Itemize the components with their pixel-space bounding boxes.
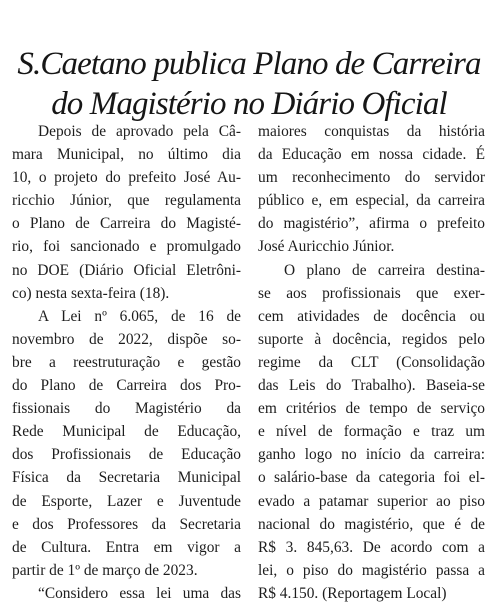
article-text-line: dos Profissionais de Educação: [12, 446, 241, 464]
article-text-line: público e, em especial, da carreira: [258, 192, 485, 210]
article-text-line: 10, o projeto do prefeito José Au-: [12, 169, 241, 187]
article-text-line: Física da Secretaria Municipal: [12, 469, 241, 487]
article-text-line: do magistério”, afirma o prefeito: [258, 215, 485, 233]
article-text-line: de Esporte, Lazer e Juventude: [12, 492, 241, 510]
article-text-line: maiores conquistas da história: [258, 123, 485, 140]
article-text-line: R$ 4.150. (Reportagem Local): [258, 584, 447, 602]
article-text-line: regime da CLT (Consolidação: [258, 353, 485, 371]
article-body-right-column: [258, 120, 485, 605]
article-text-line: lei, o piso do magistério passa a: [258, 561, 485, 579]
article-text-line: evado a patamar superior ao piso: [258, 492, 485, 510]
article-text-line: ricchio Júnior, que regulamenta: [12, 192, 241, 210]
headline-line-2: do Magistério no Diário Oficial: [51, 86, 447, 123]
article-text-line: Depois de aprovado pela Câ-: [38, 123, 241, 140]
article-text-line: bre a reestruturação e gestão: [12, 353, 241, 371]
article-text-line: A Lei nº 6.065, de 16 de: [38, 307, 241, 325]
article-text-line: José Auricchio Júnior.: [258, 238, 395, 256]
article-text-line: de Cultura. Entra em vigor a: [12, 538, 241, 556]
article-body-left-column: [12, 120, 241, 605]
article-text-line: co) nesta sexta-feira (18).: [12, 284, 170, 302]
article-text-line: mara Municipal, no último dia: [12, 146, 241, 164]
article-text-line: e dos Professores da Secretaria: [12, 515, 241, 533]
headline-line-1: S.Caetano publica Plano de Carreira: [17, 46, 481, 83]
article-text-line: em critérios de tempo de serviço: [258, 400, 485, 418]
article-text-line: das Leis do Trabalho). Baseia-se: [258, 377, 485, 395]
article-text-line: “Considero essa lei uma das: [38, 584, 241, 602]
article-text-line: da Educação em nossa cidade. É: [258, 146, 485, 164]
article-headline: [0, 44, 498, 124]
article-text-line: se aos profissionais que exer-: [258, 284, 485, 302]
article-text-line: cem atividades de docência ou: [258, 307, 485, 325]
article-text-line: suporte à docência, regidos pelo: [258, 330, 485, 348]
article-text-line: nacional do magistério, que é de: [258, 515, 485, 533]
article-text-line: O plano de carreira destina-: [284, 261, 485, 279]
article-text-line: no DOE (Diário Oficial Eletrôni-: [12, 261, 241, 279]
article-text-line: um reconhecimento do servidor: [258, 169, 485, 187]
article-text-line: e nível de formação e traz um: [258, 423, 485, 441]
article-text-line: rio, foi sancionado e promulgado: [12, 238, 241, 256]
article-text-line: o Plano de Carreira do Magisté-: [12, 215, 241, 233]
article-text-line: o salário-base da categoria foi el-: [258, 469, 485, 487]
article-text-line: partir de 1º de março de 2023.: [12, 561, 198, 579]
article-text-line: R$ 3. 845,63. De acordo com a: [258, 538, 485, 556]
article-text-line: fissionais do Magistério da: [12, 400, 241, 418]
article-text-line: novembro de 2022, dispõe so-: [12, 330, 241, 348]
article-text-line: ganho logo no início da carreira:: [258, 446, 485, 464]
article-text-line: do Plano de Carreira dos Pro-: [12, 377, 241, 395]
article-text-line: Rede Municipal de Educação,: [12, 423, 241, 441]
